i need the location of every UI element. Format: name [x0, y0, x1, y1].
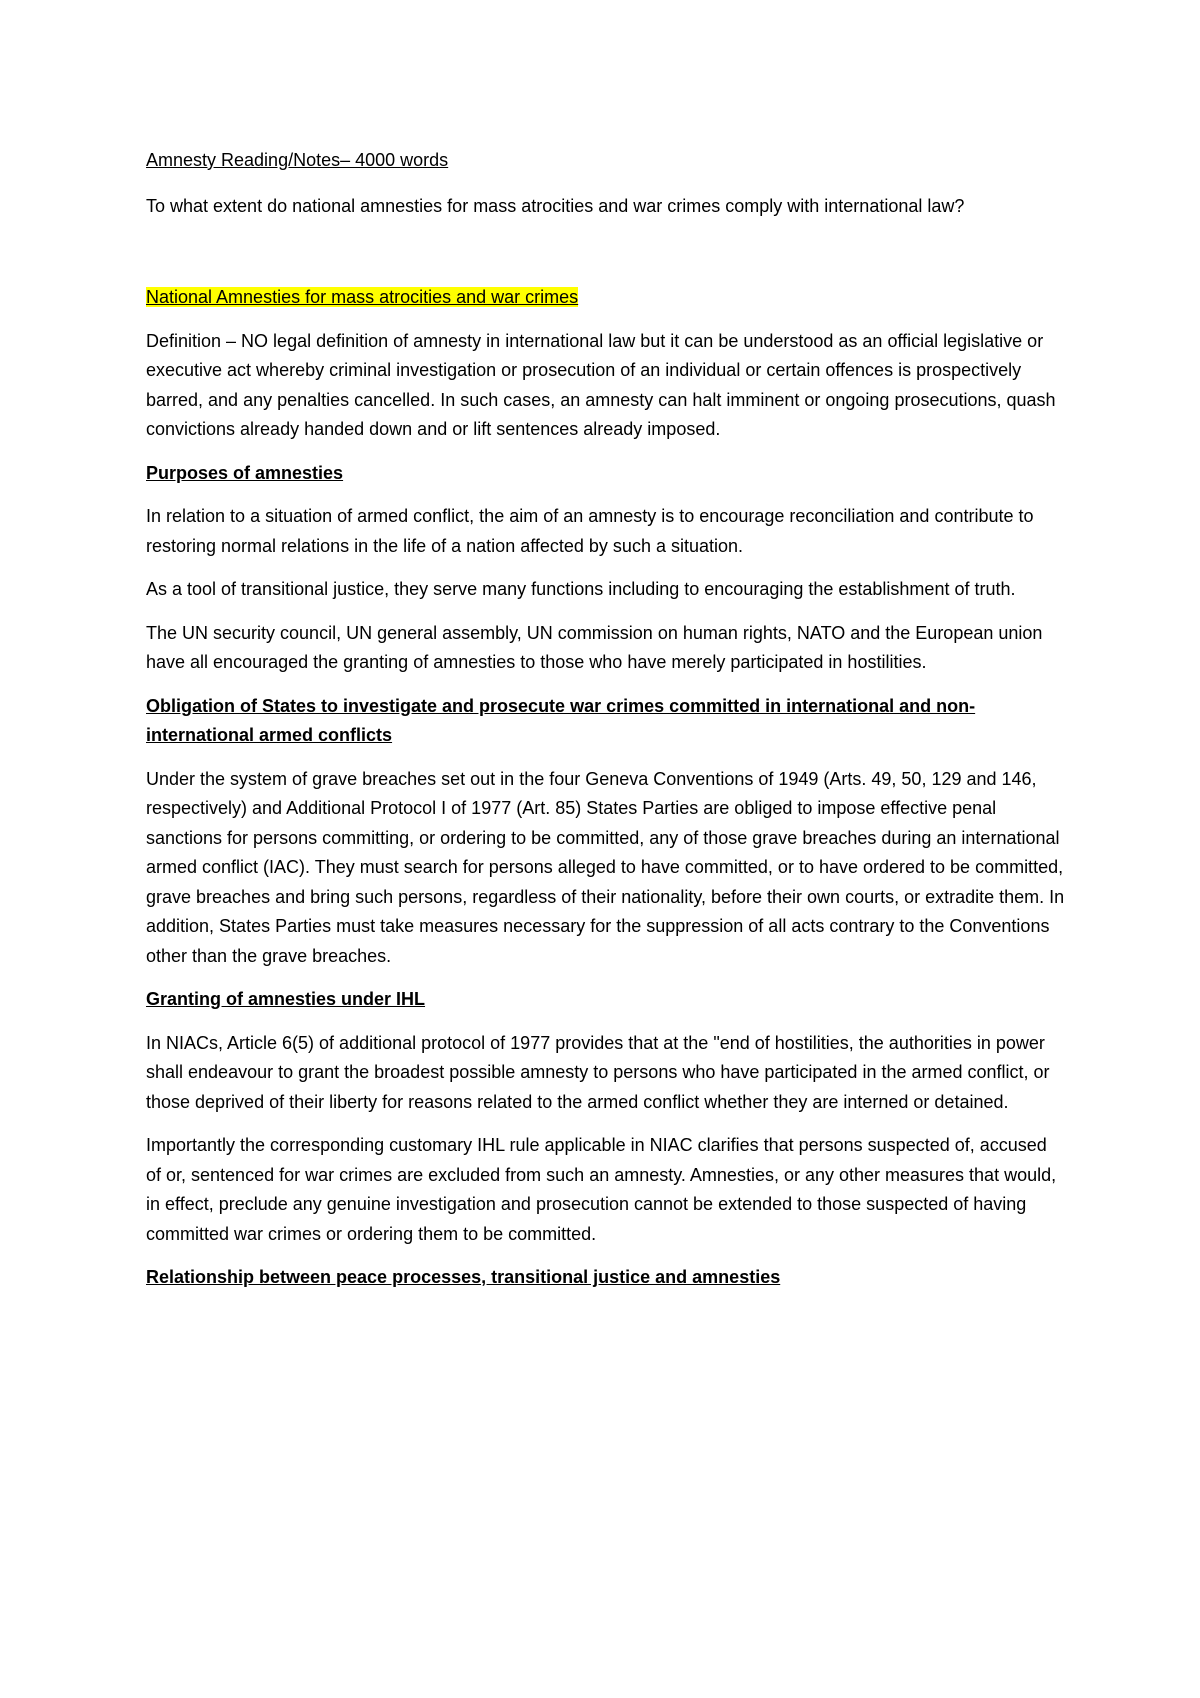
highlighted-heading-text: National Amnesties for mass atrocities and war crimes — [146, 287, 579, 307]
purposes-paragraph-2: As a tool of transitional justice, they serve many functions including to encouraging the establishment of truth. — [146, 579, 1016, 599]
purposes-paragraph-1: In relation to a situation of armed conflict, the aim of an amnesty is to encourage reconciliation and contribute to restoring normal relations in the life of a nation affected by such a situation. — [146, 506, 1034, 556]
obligation-paragraph: Under the system of grave breaches set out in the four Geneva Conventions of 1949 (Arts. 49, 50, 129 and 146, respectively) and Additional Protocol I of 1977 (Art. 85) States Parties are obliged to impose effective penal sanctions for persons committing, or ordering to be committed, any of those grave breaches during an international armed conflict (IAC). They must search for persons alleged to have committed, or to have ordered to be committed, grave breaches and bring such persons, regardless of their nationality, before their own courts, or extradite them. In addition, States Parties must take measures necessary for the suppression of all acts contrary to the Conventions other than the grave breaches. — [146, 768, 1065, 966]
document-title: Amnesty Reading/Notes– 4000 words — [146, 150, 449, 170]
document-body — [146, 146, 1066, 1307]
definition-paragraph: Definition – NO legal definition of amnesty in international law but it can be understood as an official legislative or executive act whereby criminal investigation or prosecution of an individual or certain offences is prospectively barred, and any penalties cancelled. In such cases, an amnesty can halt imminent or ongoing prosecutions, quash convictions already handed down and or lift sentences already imposed. — [146, 330, 1056, 439]
research-question: To what extent do national amnesties for mass atrocities and war crimes comply with international law? — [146, 195, 965, 216]
heading-purposes: Purposes of amnesties — [146, 462, 344, 483]
heading-national-amnesties — [146, 283, 1066, 313]
granting-paragraph-2: Importantly the corresponding customary IHL rule applicable in NIAC clarifies that persons suspected of, accused of or, sentenced for war crimes are excluded from such an amnesty. Amnesties, or any other measures that would, in effect, preclude any genuine investigation and prosecution cannot be extended to those suspected of having committed war crimes or ordering them to be committed. — [146, 1135, 1057, 1244]
heading-granting: Granting of amnesties under IHL — [146, 989, 426, 1009]
heading-obligation: Obligation of States to investigate and prosecute war crimes committed in international and non-international armed conflicts — [146, 695, 976, 745]
granting-paragraph-1: In NIACs, Article 6(5) of additional protocol of 1977 provides that at the "end of hostilities, the authorities in power shall endeavour to grant the broadest possible amnesty to persons who have participated in the armed conflict, or those deprived of their liberty for reasons related to the armed conflict whether they are interned or detained. — [146, 1032, 1050, 1112]
heading-relationship: Relationship between peace processes, transitional justice and amnesties — [146, 1267, 781, 1287]
purposes-paragraph-3: The UN security council, UN general assembly, UN commission on human rights, NATO and the European union have all encouraged the granting of amnesties to those who have merely participated in hostilities. — [146, 622, 1043, 672]
